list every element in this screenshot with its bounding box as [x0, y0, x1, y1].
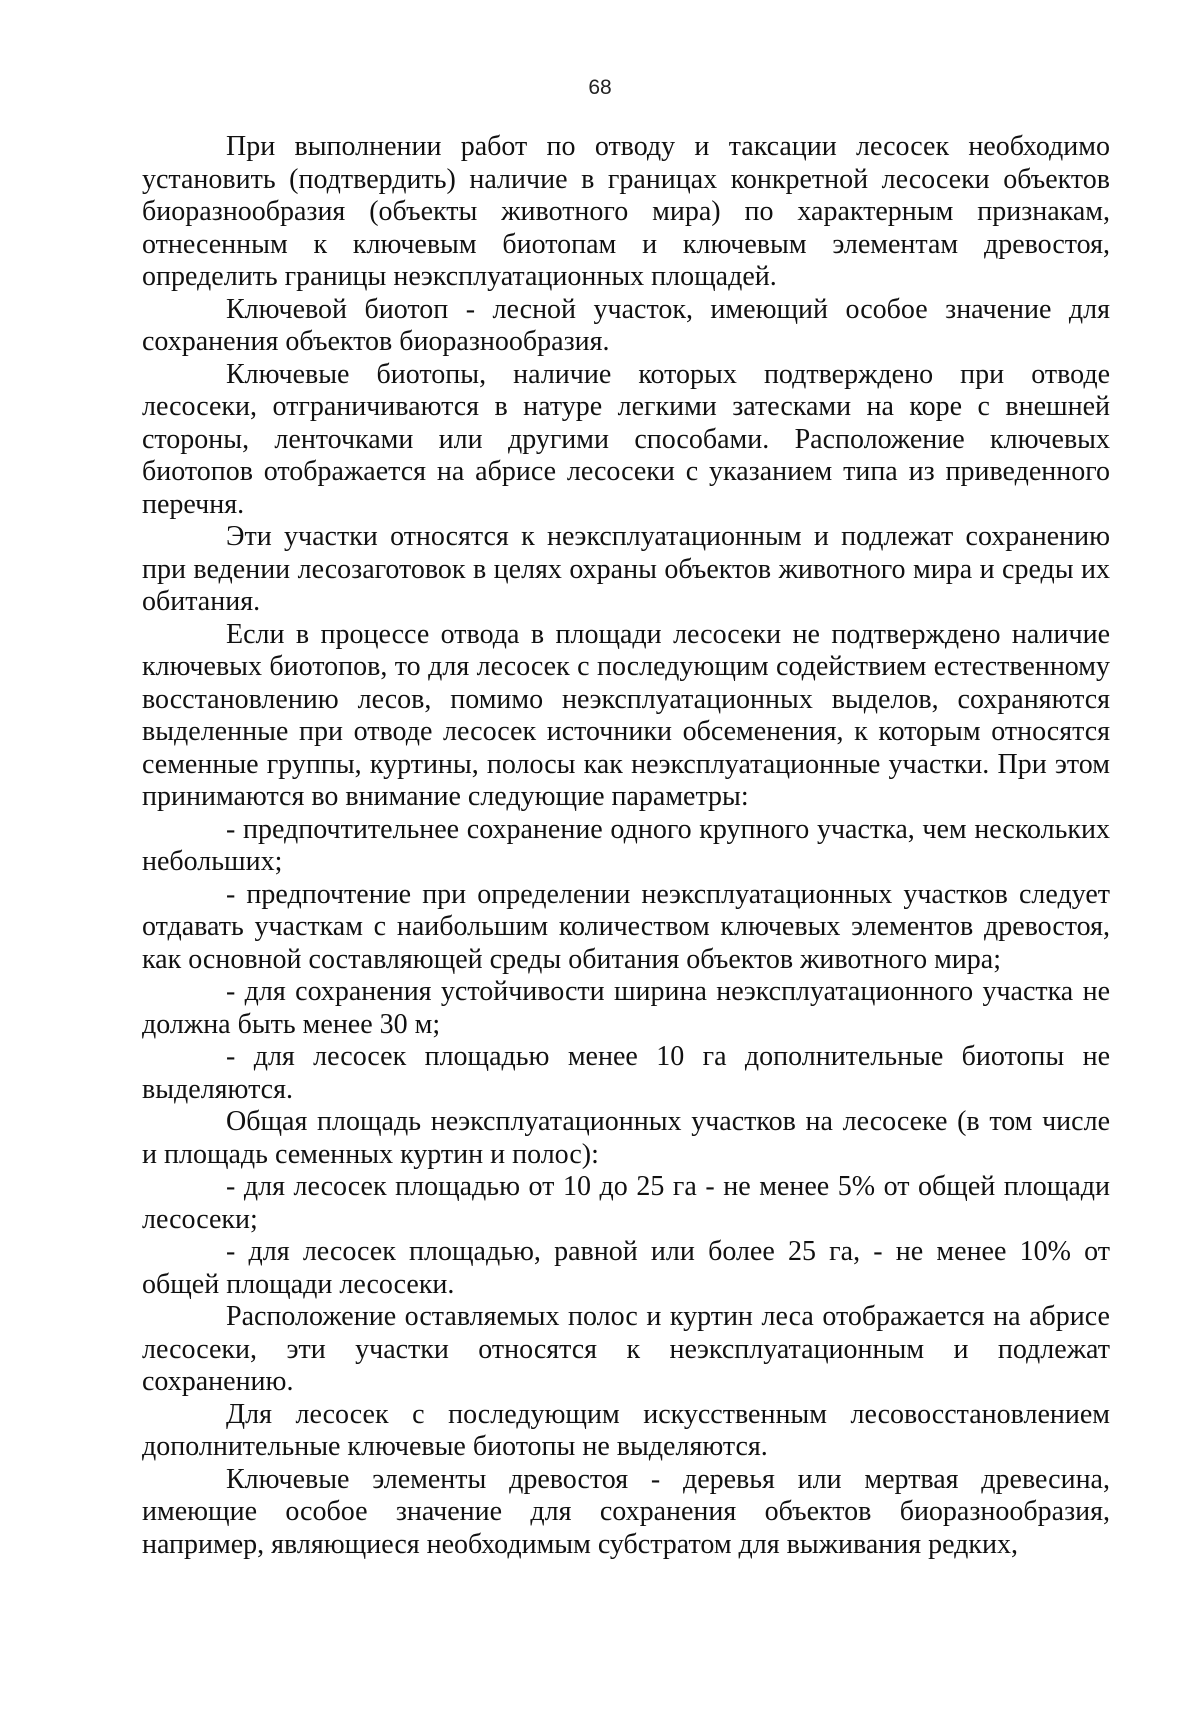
paragraph: Эти участки относятся к неэксплуатационным и подлежат сохранению при ведении лесозаготовок в целях охраны объектов животного мира и среды их обитания.	[142, 521, 1110, 617]
list-item: - для сохранения устойчивости ширина неэксплуатационного участка не должна быть менее 30 м;	[142, 976, 1110, 1040]
list-item: - предпочтение при определении неэксплуатационных участков следует отдавать участкам с наибольшим количеством ключевых элементов древостоя, как основной составляющей среды обитания объектов животного мира;	[142, 878, 1110, 975]
list-item: - для лесосек площадью от 10 до 25 га - не менее 5% от общей площади лесосеки;	[142, 1171, 1110, 1235]
paragraph: Общая площадь неэксплуатационных участков на лесосеке (в том числе и площадь семенных куртин и полос):	[142, 1106, 1110, 1170]
paragraph: При выполнении работ по отводу и таксации лесосек необходимо установить (подтвердить) наличие в границах конкретной лесосеки объектов биоразнообразия (объекты животного мира) по характерным признакам, отнесенным к ключевым биотопам и ключевым элементам древостоя, определить границы неэксплуатационных площадей.	[142, 131, 1110, 292]
paragraph: Ключевой биотоп - лесной участок, имеющий особое значение для сохранения объектов биоразнообразия.	[142, 293, 1110, 357]
paragraph: Ключевые биотопы, наличие которых подтверждено при отводе лесосеки, отграничиваются в натуре легкими затесками на коре с внешней стороны, ленточками или другими способами. Расположение ключевых биотопов отображается на абрисе лесосеки с указанием типа из приведенного перечня.	[142, 358, 1110, 520]
list-item: - для лесосек площадью, равной или более 25 га, - не менее 10% от общей площади лесосеки.	[142, 1236, 1110, 1300]
paragraph: Ключевые элементы древостоя - деревья или мертвая древесина, имеющие особое значение для сохранения объектов биоразнообразия, например, являющиеся необходимым субстратом для выживания редких,	[142, 1463, 1110, 1560]
paragraph: Для лесосек с последующим искусственным лесовосстановлением дополнительные ключевые биотопы не выделяются.	[142, 1398, 1110, 1462]
page-number: 68	[588, 76, 612, 99]
list-item: - для лесосек площадью менее 10 га дополнительные биотопы не выделяются.	[142, 1041, 1110, 1105]
paragraph: Если в процессе отвода в площади лесосеки не подтверждено наличие ключевых биотопов, то для лесосек с последующим содействием естественному восстановлению лесов, помимо неэксплуатационных выделов, сохраняются выделенные при отводе лесосек источники обсеменения, к которым относятся семенные группы, куртины, полосы как неэксплуатационные участки. При этом принимаются во внимание следующие параметры:	[142, 618, 1110, 812]
list-item: - предпочтительнее сохранение одного крупного участка, чем нескольких небольших;	[142, 813, 1110, 877]
paragraph: Расположение оставляемых полос и куртин леса отображается на абрисе лесосеки, эти участки относятся к неэксплуатационным и подлежат сохранению.	[142, 1301, 1110, 1397]
body-text	[142, 131, 1110, 1561]
